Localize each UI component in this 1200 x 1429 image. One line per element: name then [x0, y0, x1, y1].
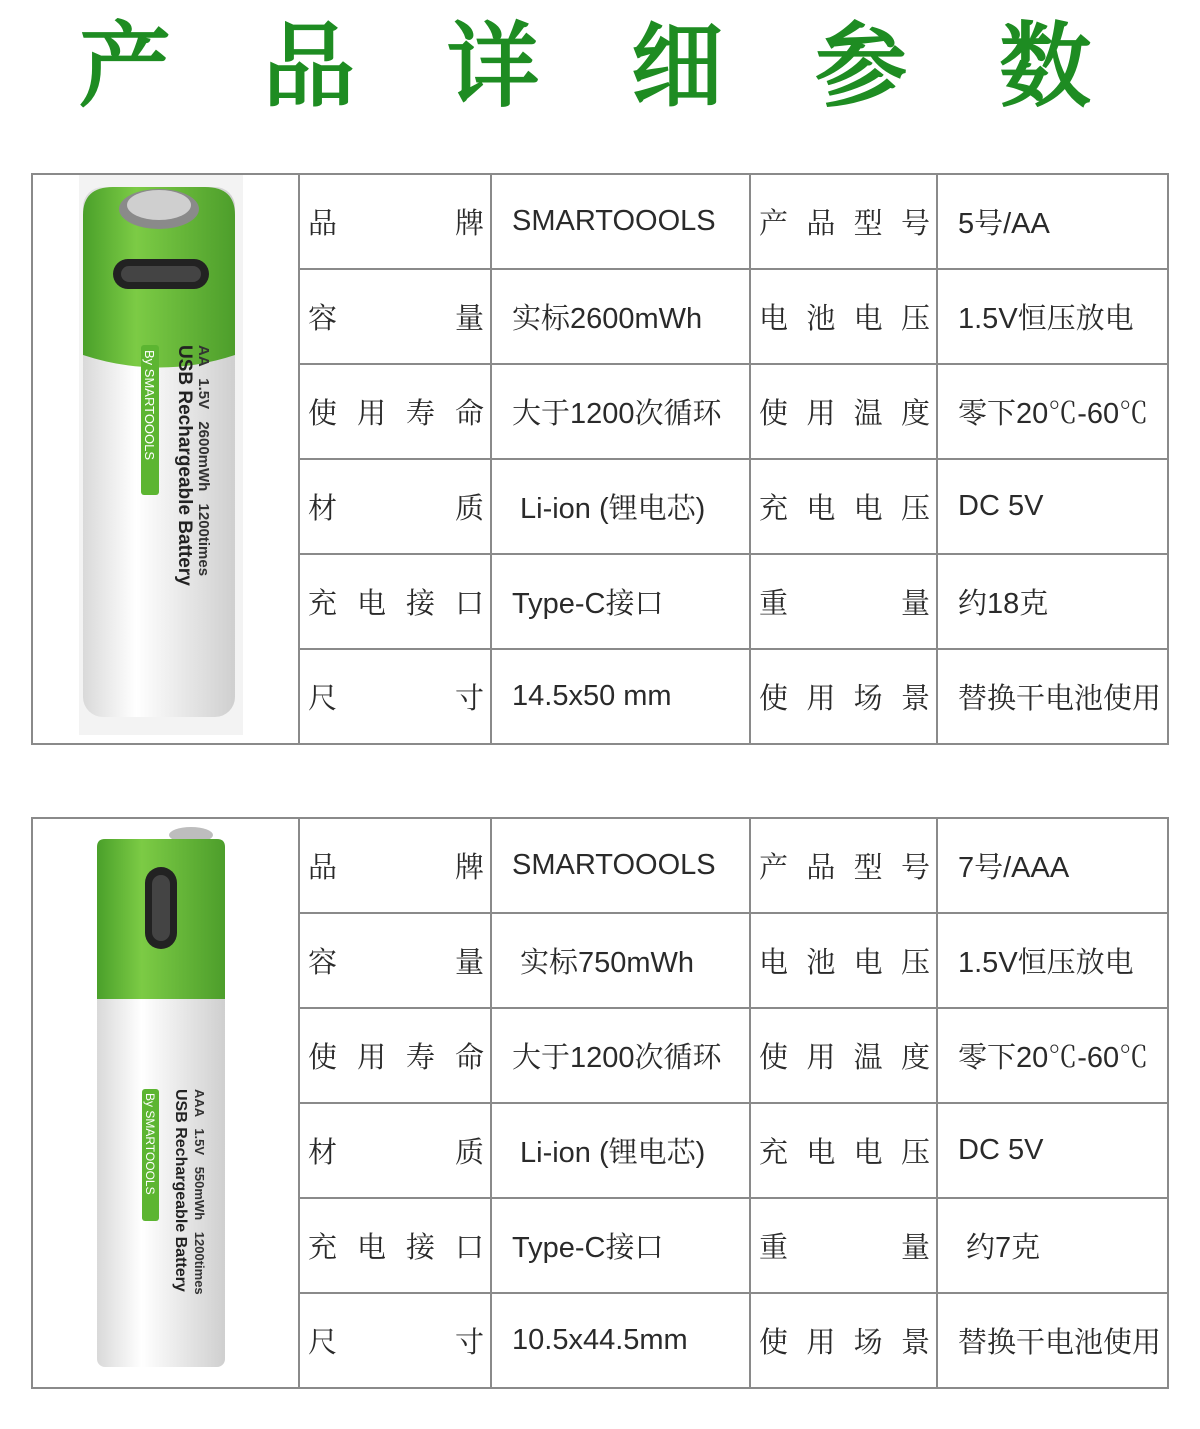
page-title: 产 品 详 细 参 数 [78, 13, 1122, 120]
label-brand: 品 牌 [308, 850, 484, 884]
battery-brand-text: By SMARTOOOLS [142, 350, 157, 461]
svg-text:AA 1.5V [195, 345, 212, 576]
label-brand: 品 牌 [308, 206, 484, 240]
table-row [32, 174, 1168, 269]
battery-size-text: AA [195, 345, 212, 367]
label-weight: 重 量 [759, 1230, 930, 1264]
battery-capacity-text: 2600mWh [195, 421, 212, 492]
value-charge-voltage: DC 5V [958, 1134, 1044, 1166]
label-temperature: 使 用 温 度 [759, 1040, 930, 1074]
battery-brand-text: By SMARTOOOLS [143, 1093, 157, 1195]
label-size: 尺 寸 [308, 1325, 484, 1359]
value-lifespan: 大于1200次循环 [512, 1042, 722, 1074]
value-lifespan: 大于1200次循环 [512, 398, 722, 430]
battery-size-text: AAA [192, 1089, 207, 1117]
battery-cycles-text: 1200times [192, 1231, 207, 1295]
svg-text:AAA 1.5V [192, 1089, 207, 1295]
label-charge-port: 充 电 接 口 [308, 586, 484, 620]
label-charge-port: 充 电 接 口 [308, 1230, 484, 1264]
value-capacity: 实标2600mWh [512, 303, 703, 335]
aaa-battery-illustration [33, 819, 300, 1388]
label-usage: 使 用 场 景 [759, 1325, 930, 1359]
battery-capacity-text: 550mWh [192, 1166, 207, 1221]
value-charge-voltage: DC 5V [958, 490, 1044, 522]
label-temperature: 使 用 温 度 [759, 396, 930, 430]
value-weight: 约18克 [958, 588, 1049, 620]
label-voltage: 电 池 电 压 [759, 301, 930, 335]
value-voltage: 1.5V恒压放电 [958, 303, 1134, 335]
value-brand: SMARTOOOLS [512, 205, 716, 237]
value-model: 5号/AA [958, 208, 1050, 240]
value-usage: 替换干电池使用 [958, 1327, 1162, 1359]
label-capacity: 容 量 [308, 301, 484, 335]
battery-image-aaa [32, 818, 299, 1388]
value-size: 10.5x44.5mm [512, 1324, 688, 1356]
value-temperature: 零下20℃-60℃ [958, 1042, 1149, 1074]
label-material: 材 质 [308, 491, 484, 525]
battery-name-text: USB Rechargeable Battery [172, 1089, 189, 1292]
label-charge-voltage: 充 电 电 压 [759, 491, 930, 525]
aa-battery-illustration [33, 175, 300, 744]
label-weight: 重 量 [759, 586, 930, 620]
label-voltage: 电 池 电 压 [759, 945, 930, 979]
value-model: 7号/AAA [958, 852, 1070, 884]
label-material: 材 质 [308, 1135, 484, 1169]
label-usage: 使 用 场 景 [759, 681, 930, 715]
value-size: 14.5x50 mm [512, 680, 672, 712]
battery-image-aa [32, 174, 299, 744]
spec-table-aaa [31, 817, 1169, 1389]
value-capacity: 实标750mWh [520, 947, 695, 979]
battery-name-text: USB Rechargeable Battery [174, 345, 195, 586]
value-brand: SMARTOOOLS [512, 849, 716, 881]
label-model: 产 品 型 号 [759, 850, 930, 884]
battery-voltage-text: 1.5V [195, 378, 212, 410]
value-temperature: 零下20℃-60℃ [958, 398, 1149, 430]
value-voltage: 1.5V恒压放电 [958, 947, 1134, 979]
battery-cycles-text: 1200times [195, 503, 212, 577]
battery-voltage-text: 1.5V [192, 1128, 207, 1156]
label-lifespan: 使 用 寿 命 [308, 1040, 484, 1074]
table-row [32, 818, 1168, 913]
value-usage: 替换干电池使用 [958, 683, 1162, 715]
label-capacity: 容 量 [308, 945, 484, 979]
value-material: Li-ion (锂电芯) [520, 493, 706, 525]
label-lifespan: 使 用 寿 命 [308, 396, 484, 430]
value-material: Li-ion (锂电芯) [520, 1137, 706, 1169]
spec-table-aa [31, 173, 1169, 745]
value-weight: 约7克 [966, 1232, 1041, 1264]
label-charge-voltage: 充 电 电 压 [759, 1135, 930, 1169]
label-model: 产 品 型 号 [759, 206, 930, 240]
label-size: 尺 寸 [308, 681, 484, 715]
value-charge-port: Type-C接口 [512, 588, 664, 620]
value-charge-port: Type-C接口 [512, 1232, 664, 1264]
